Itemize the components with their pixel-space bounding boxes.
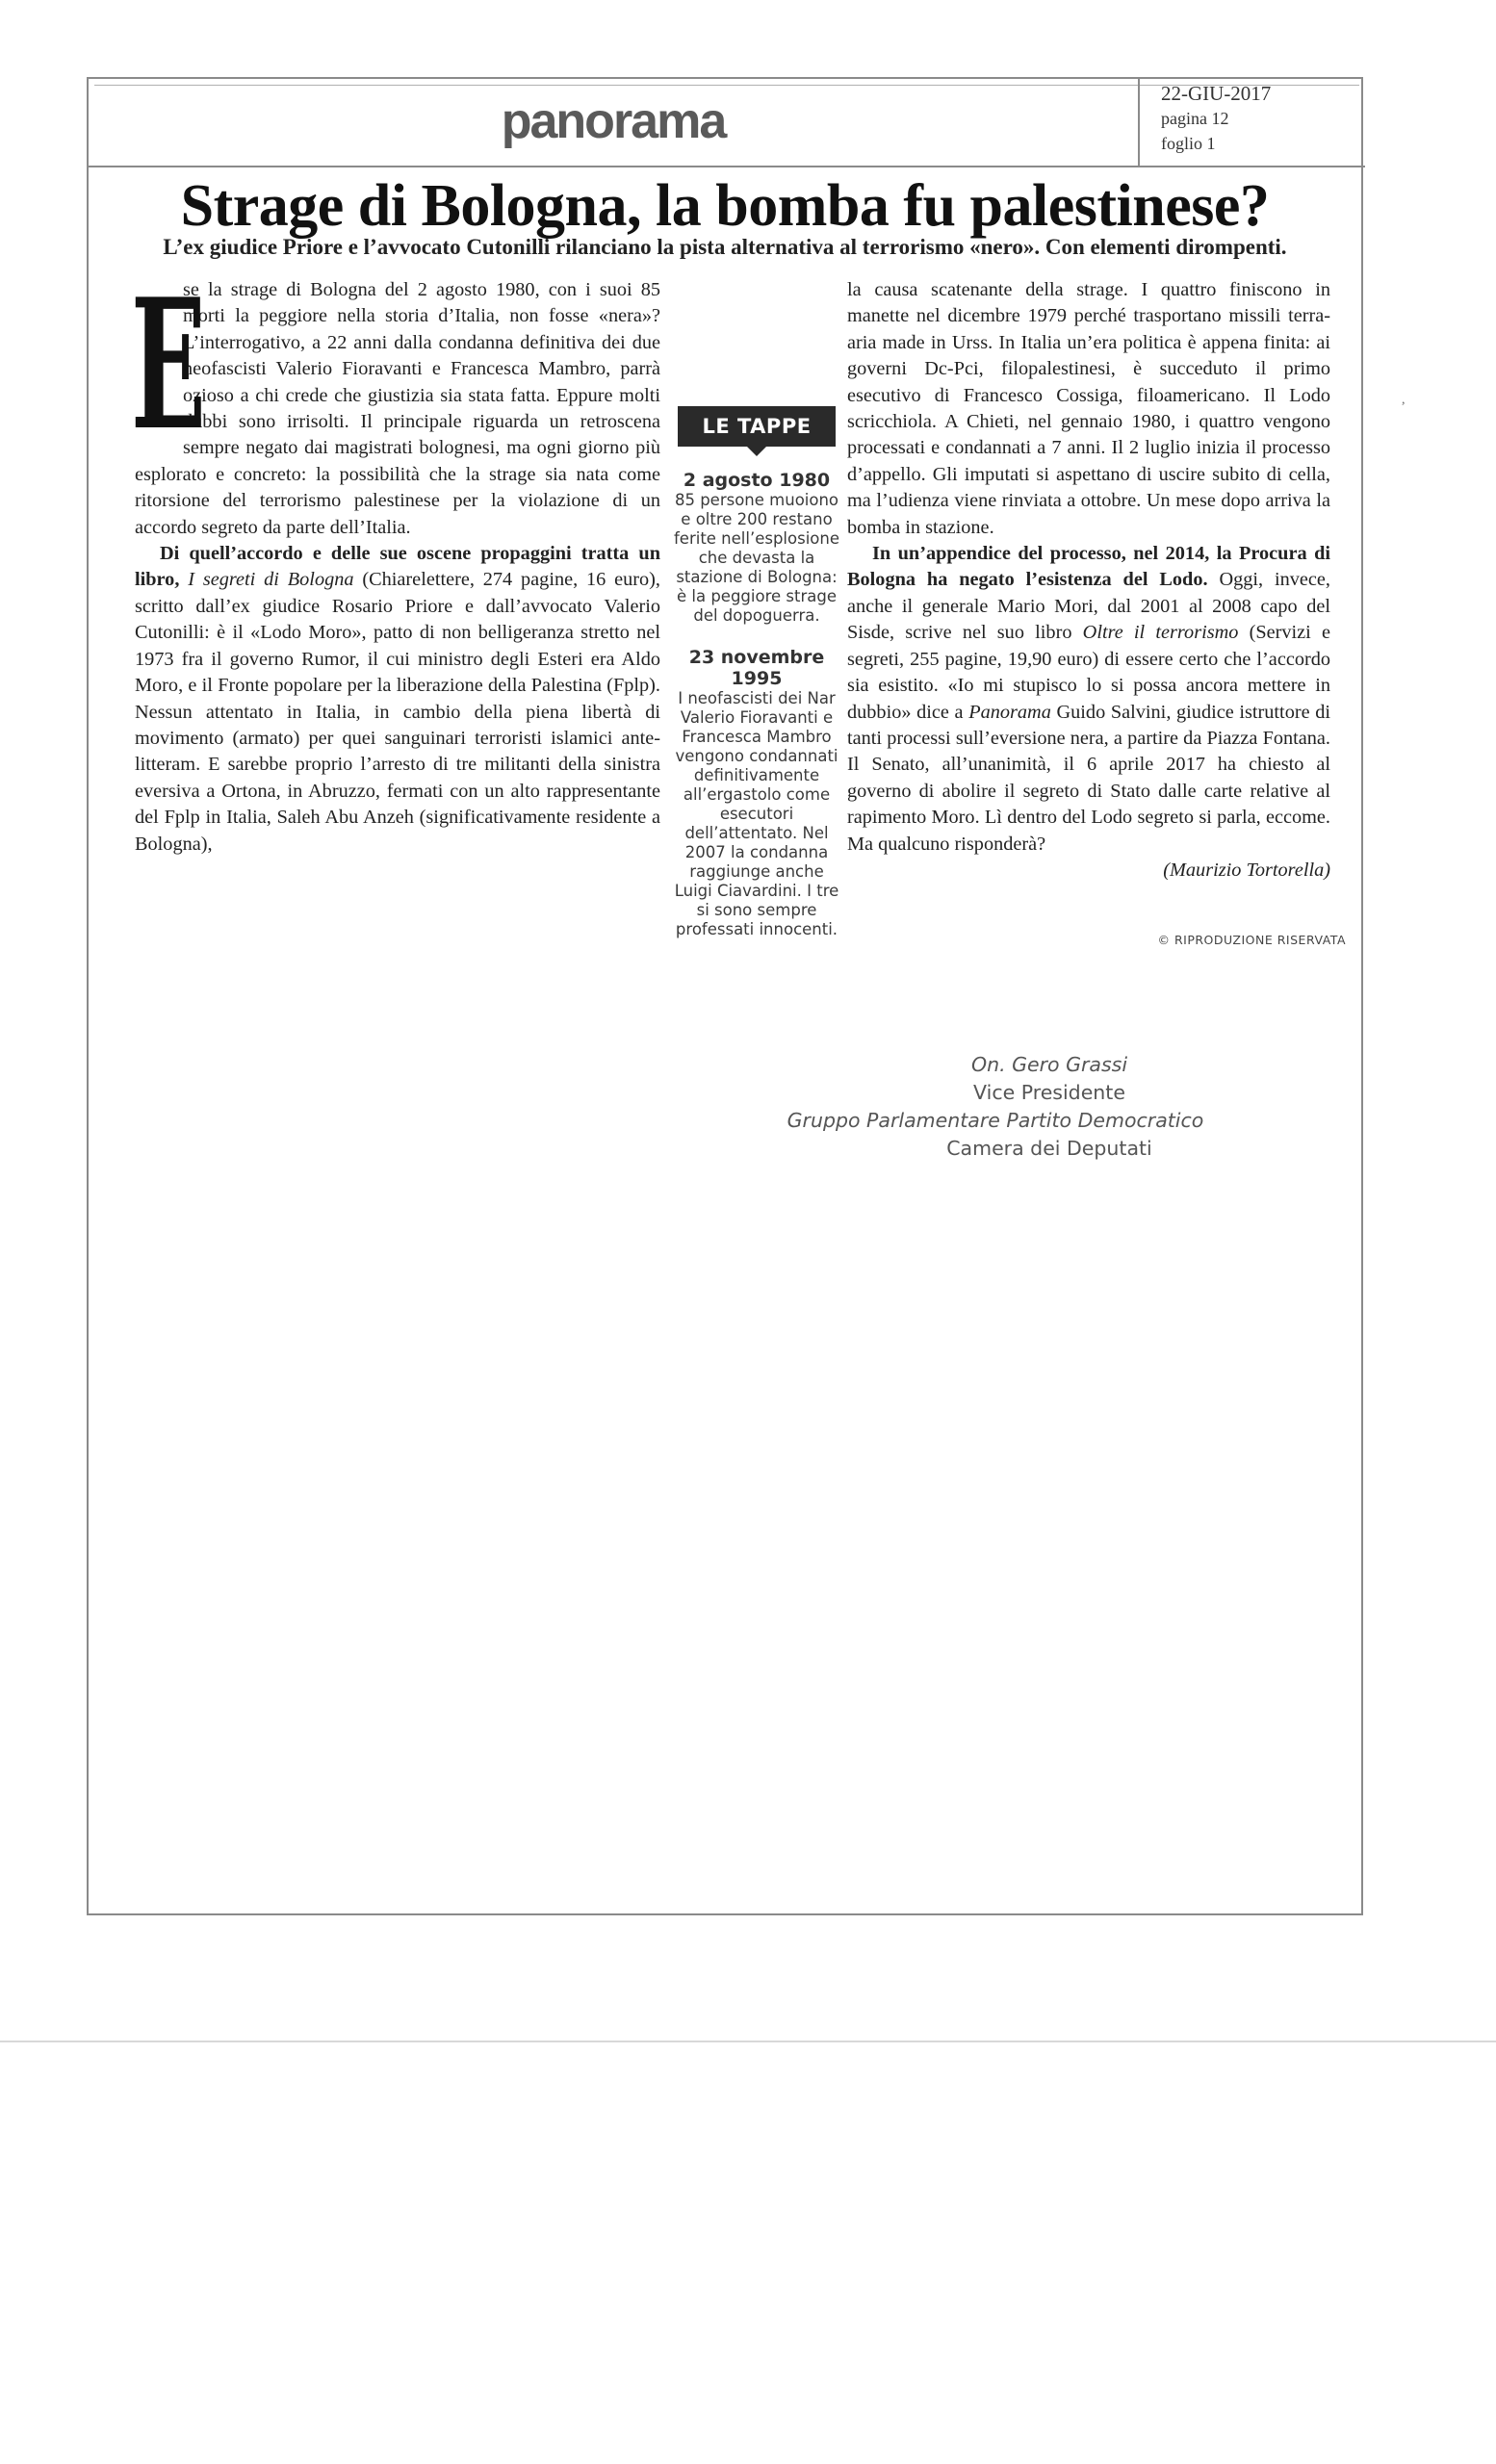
clipping-header bbox=[89, 79, 1365, 167]
dropcap: E bbox=[131, 259, 206, 470]
timeline-text-1: 85 persone muoiono e oltre 200 restano ferite nell’esplosione che devasta la stazione di Bologna: è la peggiore strage del dopoguerra. bbox=[673, 491, 839, 625]
stamp-name: On. Gero Grassi bbox=[970, 1053, 1128, 1076]
paragraph-book-body: (Chiarelettere, 274 pagine, 16 euro), scritto dall’ex giudice Rosario Priore e dall’avvocato Valerio Cutonilli: è il «Lodo Moro», patto di non belligeranza stretto nel 1973 fra il governo Rumor, il cui ministro degli Esteri era Aldo Moro, e il Fronte popolare per la liberazione della Palestina (Fplp). Nessun attentato in Italia, in cambio della piena libertà di movimento (armato) per quei sanguinari terroristi islamici ante-litteram. E sarebbe proprio l’arresto di tre militanti della sinistra eversiva a Ortona, in Abruzzo, fermati con un alto rappresentante del Fplp in Italia, Saleh Abu Anzeh (significativamente residente a Bologna), bbox=[135, 569, 661, 855]
clipping-frame bbox=[87, 77, 1363, 1915]
paragraph-appendix-c: Guido Salvini, giudice istruttore di tanti processi sull’eversione nera, a partire da Piazza Fontana. Il Senato, all’unanimità, il 6 aprile 2017 ha chiesto al governo di abolire il segreto di Stato dalle carte relative al rapimento Moro. Lì dentro del Lodo segreto si parla, eccome. Ma qualcuno risponderà? bbox=[847, 701, 1331, 855]
magazine-name: Panorama bbox=[968, 701, 1051, 723]
mori-book-title: Oltre il terrorismo bbox=[1082, 622, 1239, 644]
margin-mark: , bbox=[1402, 393, 1406, 407]
clipping-date: 22-GIU-2017 bbox=[1161, 82, 1272, 105]
paragraph-book bbox=[135, 541, 660, 858]
article-column-right bbox=[847, 277, 1330, 884]
timeline-date-2: 23 novembre 1995 bbox=[688, 647, 825, 689]
paragraph-appendix-lead: In un’appendice del processo, nel 2014, la Procura di Bologna ha negato l’esistenza del Lodo. bbox=[847, 543, 1330, 591]
sidebar-title-arrow bbox=[747, 447, 766, 456]
paragraph-book-lead: Di quell’accordo e delle sue oscene propaggini tratta un libro, bbox=[135, 543, 660, 591]
timeline-date-1: 2 agosto 1980 bbox=[683, 470, 831, 491]
article-headline: Strage di Bologna, la bomba fu palestinese? bbox=[180, 173, 1270, 239]
timeline-text-2: I neofascisti dei Nar Valerio Fioravanti e Francesca Mambro vengono condannati definitivamente all’ergastolo come esecutori dell’attentato. Nel 2007 la condanna raggiunge anche Luigi Ciavardini. I tre si sono sempre professati innocenti. bbox=[674, 689, 839, 938]
magazine-logo: panorama bbox=[501, 93, 726, 149]
stamp-group: Gruppo Parlamentare Partito Democratico bbox=[787, 1109, 1204, 1132]
sidebar-timeline bbox=[670, 406, 843, 939]
paragraph-appendix-a: Oggi, invece, anche il generale Mario Mori, dal 2001 al 2008 capo del Sisde, scrive nel suo libro bbox=[847, 569, 1330, 644]
paragraph-appendix-b: (Servizi e segreti, 255 pagine, 19,90 euro) di essere certo che l’accordo sia esistito. «Io mi stupisco lo si possa ancora mettere in dubbio» dice a bbox=[847, 622, 1331, 723]
sidebar-title: LE TAPPE bbox=[678, 406, 836, 447]
article-byline: (Maurizio Tortorella) bbox=[1163, 859, 1330, 881]
dropcap-container bbox=[131, 259, 206, 470]
scan-edge bbox=[0, 2040, 1496, 2042]
stamp-chamber: Camera dei Deputati bbox=[946, 1137, 1152, 1160]
article-subhead: L’ex giudice Priore e l’avvocato Cutonilli rilanciano la pista alternativa al terrorismo «nero». Con elementi dirompenti. bbox=[163, 235, 1287, 259]
book-title: I segreti di Bologna bbox=[188, 569, 354, 591]
copyright-notice: © RIPRODUZIONE RISERVATA bbox=[1157, 933, 1346, 947]
paragraph-intro: se la strage di Bologna del 2 agosto 1980, con i suoi 85 morti la peggiore nella storia d’Italia, non fosse «nera»? L’interrogativo, a 22 anni dalla condanna definitiva dei due neofascisti Valerio Fioravanti e Francesca Mambro, parrà ozioso a chi crede che giustizia sia stata fatta. Eppure molti dubbi sono irrisolti. Il principale riguarda un retroscena sempre negato dai magistrati bolognesi, ma ogni giorno più esplorato e concreto: la possibilità che la strage sia nata come ritorsione del terrorismo palestinese per la violazione di un accordo segreto da parte dell’Italia. bbox=[135, 279, 660, 538]
deputy-stamp bbox=[787, 1051, 1271, 1163]
article-column-left bbox=[131, 259, 661, 858]
stamp-role: Vice Presidente bbox=[973, 1081, 1125, 1104]
clipping-page: pagina 12 bbox=[1161, 109, 1229, 128]
clipping-sheet: foglio 1 bbox=[1161, 134, 1216, 153]
paragraph-appendix bbox=[847, 541, 1330, 858]
clipping-meta bbox=[1138, 79, 1365, 166]
paragraph-trigger: la causa scatenante della strage. I quattro finiscono in manette nel dicembre 1979 perché trasportano missili terra-aria made in Urss. In Italia un’era politica è appena finita: ai governi Dc-Pci, filopalestinesi, è succeduto il primo esecutivo di Francesco Cossiga, filoamericano. Il Lodo scricchiola. A Chieti, nel gennaio 1980, i quattro vengono processati e condannati a 7 anni. Il 2 luglio inizia il processo d’appello. Gli imputati si aspettano di uscire subito di cella, ma l’udienza viene rinviata a ottobre. Un mese dopo arriva la bomba in stazione. bbox=[847, 279, 1330, 538]
